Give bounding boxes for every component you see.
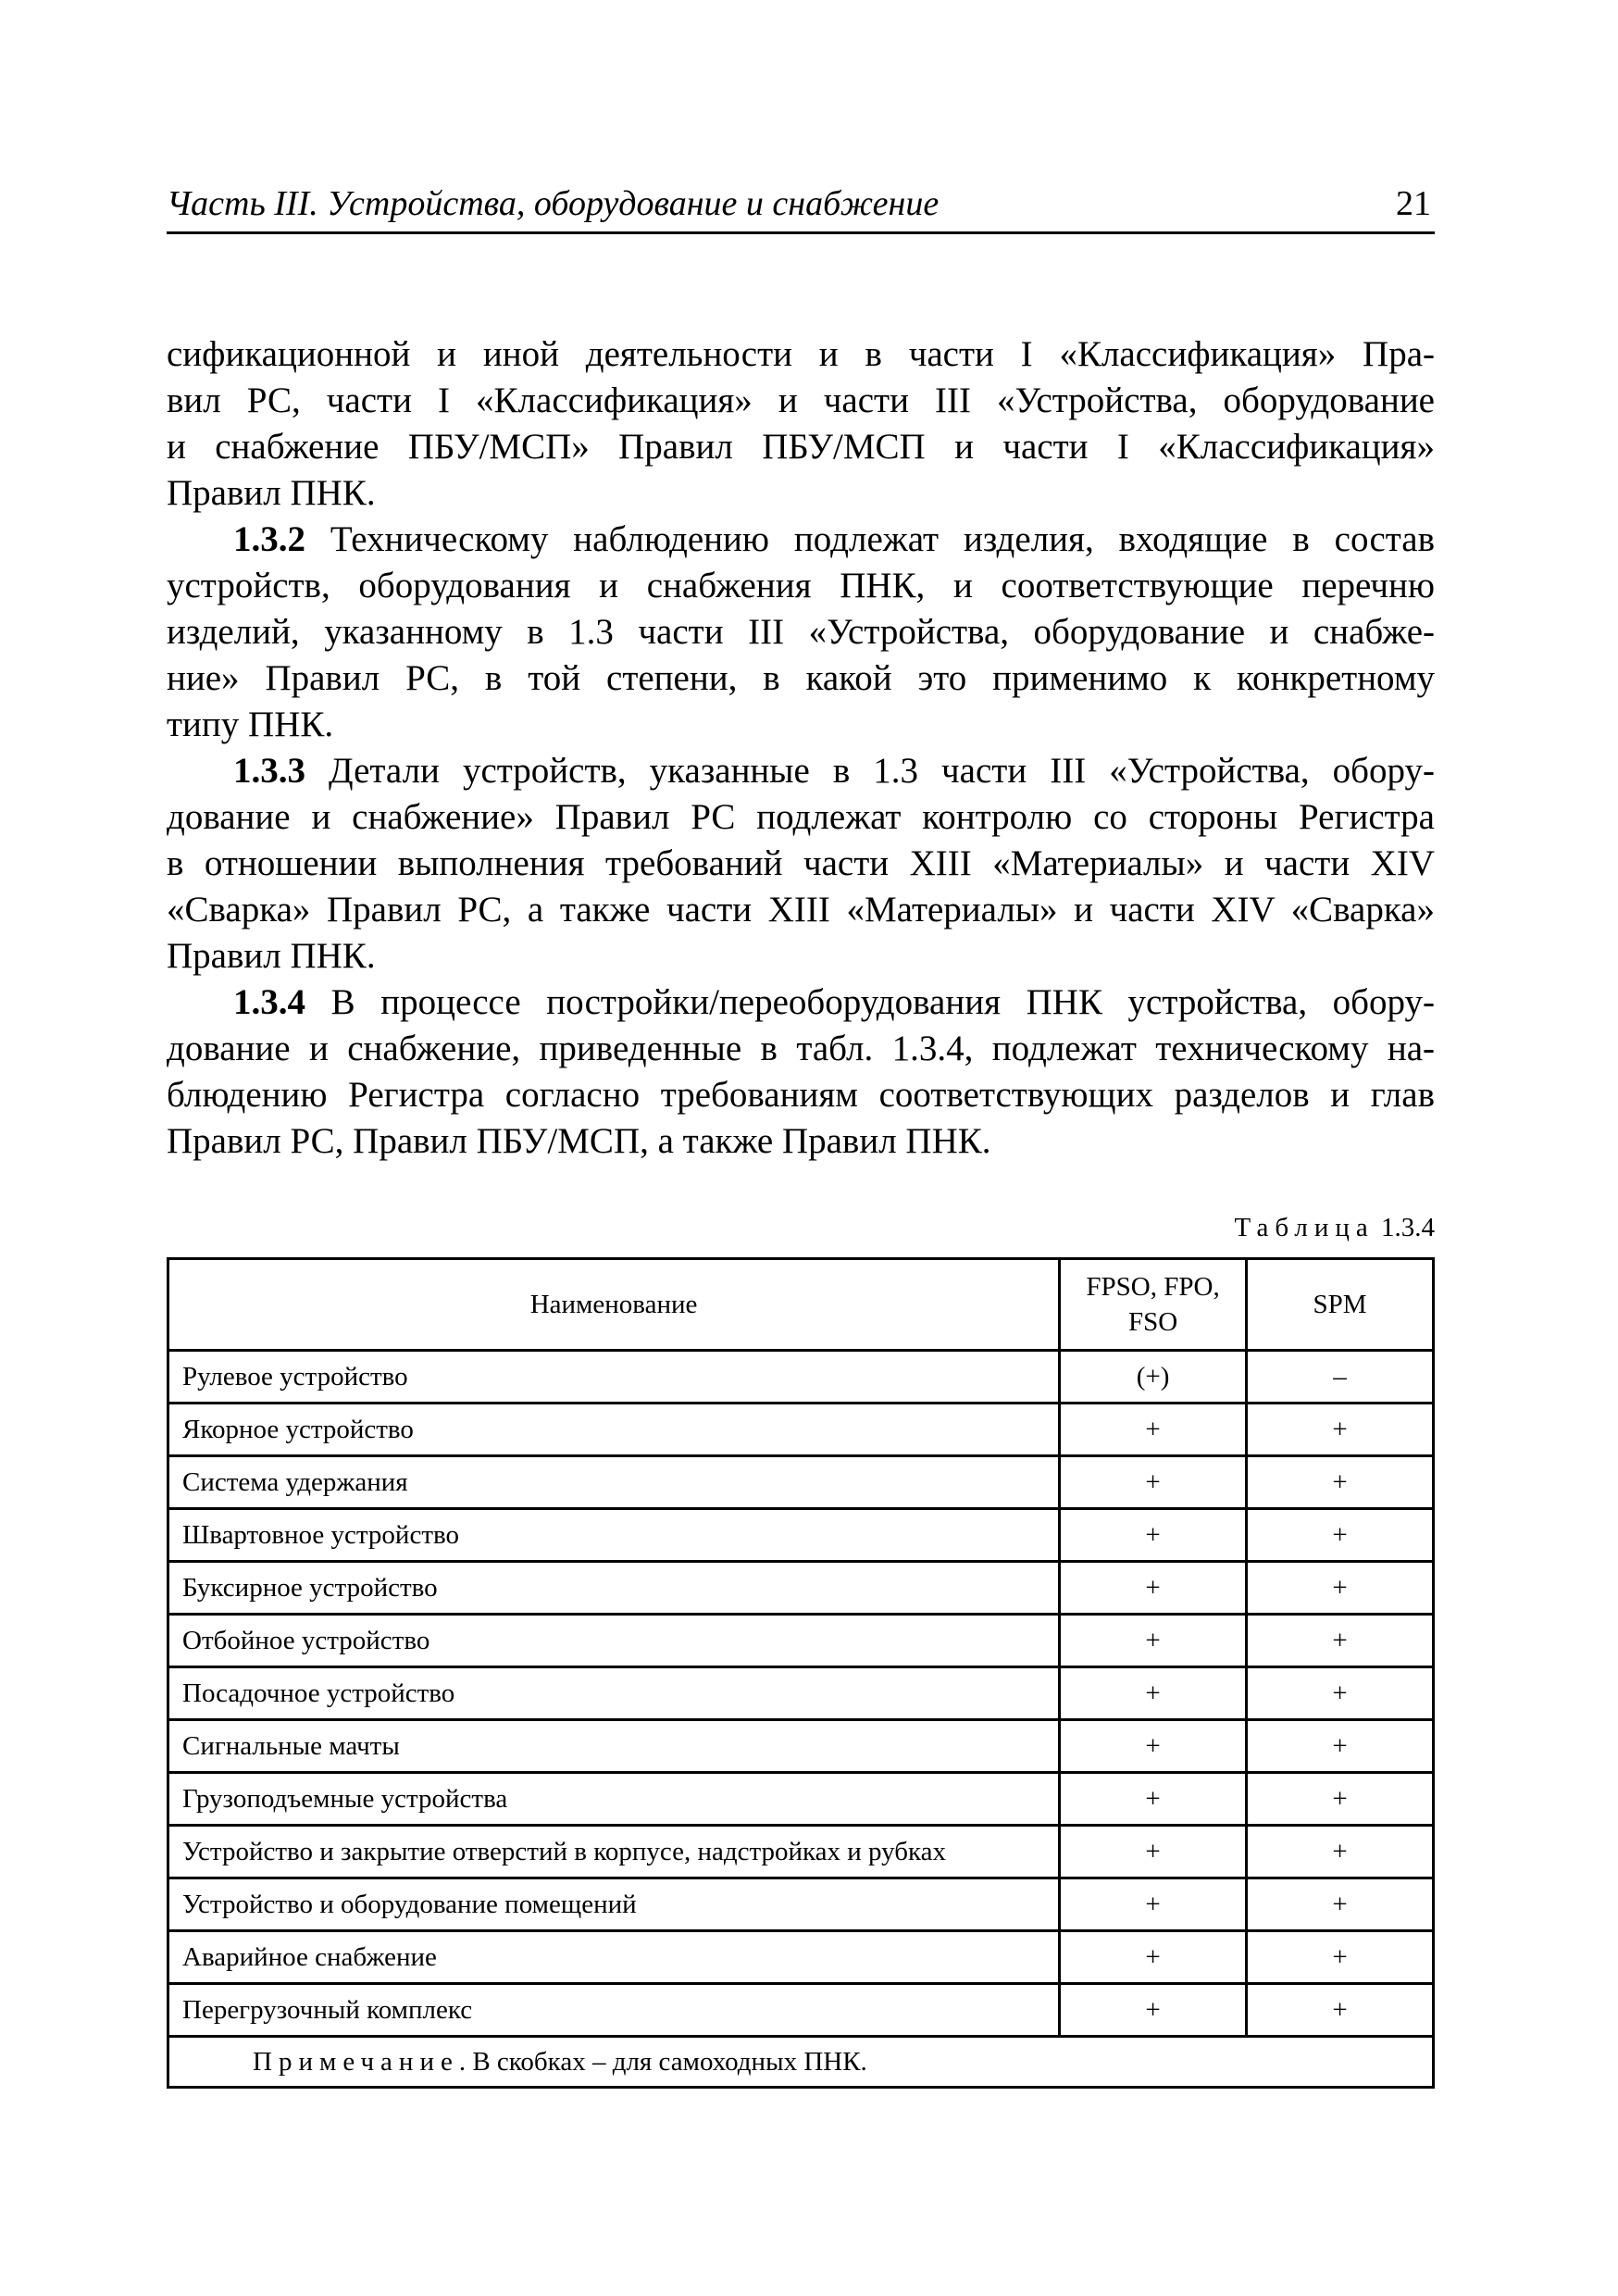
- row-name: Устройство и закрытие отверстий в корпусе, надстройках и рубках: [168, 1826, 1060, 1878]
- table-header-row: [168, 1259, 1434, 1351]
- text-line: «Сварка» Правил РС, а также части XIII «Материалы» и части XIV «Сварка»: [167, 890, 1435, 930]
- row-spm-mark: +: [1247, 1404, 1434, 1456]
- header-fpso: [1060, 1259, 1247, 1351]
- row-fpso-mark: +: [1060, 1878, 1247, 1931]
- text-line: Правил РС, Правил ПБУ/МСП, а также Правил ПНК.: [167, 1121, 991, 1161]
- row-fpso-mark: +: [1060, 1404, 1247, 1456]
- text-line: в отношении выполнения требований части XIII «Материалы» и части XIV: [167, 843, 1435, 883]
- table-row: [168, 1404, 1434, 1456]
- table-caption-word: Таблица: [1234, 1213, 1375, 1242]
- clause-number: 1.3.4: [233, 982, 305, 1022]
- row-fpso-mark: +: [1060, 1984, 1247, 2037]
- table-note-text: . В скобках – для самоходных ПНК.: [458, 2046, 867, 2077]
- page-number: 21: [1396, 184, 1431, 223]
- row-spm-mark: +: [1247, 1562, 1434, 1615]
- row-fpso-mark: +: [1060, 1931, 1247, 1984]
- clause-text: Техническому наблюдению подлежат изделия, входящие в состав: [305, 519, 1435, 559]
- paragraph-1-3-2: [167, 517, 1435, 748]
- row-spm-mark: +: [1247, 1720, 1434, 1773]
- clause-number: 1.3.3: [233, 751, 305, 791]
- paragraph-1-3-3: [167, 748, 1435, 980]
- row-spm-mark: +: [1247, 1773, 1434, 1826]
- row-name: Швартовное устройство: [168, 1509, 1060, 1562]
- row-name: Грузоподъемные устройства: [168, 1773, 1060, 1826]
- text-line: [167, 517, 1435, 563]
- row-name: Отбойное устройство: [168, 1615, 1060, 1667]
- text-line: Правил ПНК.: [167, 473, 376, 513]
- header-name: Наименование: [168, 1259, 1060, 1351]
- running-header-title: Часть III. Устройства, оборудование и снабжение: [167, 184, 940, 223]
- text-line: ние» Правил РС, в той степени, в какой это применимо к конкретному: [167, 658, 1435, 698]
- row-spm-mark: +: [1247, 1615, 1434, 1667]
- row-spm-mark: +: [1247, 1456, 1434, 1509]
- row-fpso-mark: +: [1060, 1720, 1247, 1773]
- paragraph-continuation: [167, 331, 1435, 517]
- row-fpso-mark: (+): [1060, 1351, 1247, 1404]
- clause-text: В процессе постройки/переоборудования ПНК устройства, обору-: [305, 982, 1435, 1022]
- paragraph-1-3-4: [167, 980, 1435, 1165]
- table-row: [168, 1351, 1434, 1404]
- text-line: и снабжение ПБУ/МСП» Правил ПБУ/МСП и части I «Классификация»: [167, 427, 1435, 467]
- row-spm-mark: +: [1247, 1878, 1434, 1931]
- row-name: Рулевое устройство: [168, 1351, 1060, 1404]
- text-line: дование и снабжение» Правил РС подлежат контролю со стороны Регистра: [167, 797, 1435, 837]
- row-fpso-mark: +: [1060, 1509, 1247, 1562]
- row-fpso-mark: +: [1060, 1615, 1247, 1667]
- running-header: [167, 176, 1435, 234]
- row-spm-mark: +: [1247, 1509, 1434, 1562]
- row-spm-mark: +: [1247, 1931, 1434, 1984]
- table-row: [168, 1984, 1434, 2037]
- row-name: Устройство и оборудование помещений: [168, 1878, 1060, 1931]
- text-line: вил РС, части I «Классификация» и части III «Устройства, оборудование: [167, 381, 1435, 420]
- table-row: [168, 1615, 1434, 1667]
- row-name: Якорное устройство: [168, 1404, 1060, 1456]
- row-fpso-mark: +: [1060, 1773, 1247, 1826]
- row-name: Сигнальные мачты: [168, 1720, 1060, 1773]
- body-text: [167, 331, 1435, 1165]
- table-row: [168, 1878, 1434, 1931]
- clause-text: Детали устройств, указанные в 1.3 части III «Устройства, обору-: [305, 751, 1435, 791]
- text-line: типу ПНК.: [167, 705, 334, 744]
- table-row: [168, 1667, 1434, 1720]
- table-row: [168, 1720, 1434, 1773]
- table-row: [168, 1456, 1434, 1509]
- clause-number: 1.3.2: [233, 519, 305, 559]
- row-spm-mark: –: [1247, 1351, 1434, 1404]
- row-fpso-mark: +: [1060, 1826, 1247, 1878]
- header-fpso-line2: FSO: [1127, 1307, 1178, 1337]
- header-fpso-line1: FPSO, FPO,: [1086, 1272, 1220, 1302]
- table-caption-number: 1.3.4: [1381, 1213, 1435, 1242]
- row-name: Перегрузочный комплекс: [168, 1984, 1060, 2037]
- equipment-table: [167, 1257, 1435, 2089]
- row-spm-mark: +: [1247, 1667, 1434, 1720]
- table-row: [168, 1826, 1434, 1878]
- table-row: [168, 1931, 1434, 1984]
- text-line: [167, 748, 1435, 794]
- row-fpso-mark: +: [1060, 1562, 1247, 1615]
- row-name: Система удержания: [168, 1456, 1060, 1509]
- table-note-row: [168, 2037, 1434, 2088]
- text-line: изделий, указанному в 1.3 части III «Устройства, оборудование и снабже-: [167, 612, 1435, 652]
- row-name: Аварийное снабжение: [168, 1931, 1060, 1984]
- text-line: блюдению Регистра согласно требованиям соответствующих разделов и глав: [167, 1075, 1435, 1115]
- text-line: Правил ПНК.: [167, 936, 376, 976]
- header-spm: SPM: [1247, 1259, 1434, 1351]
- row-fpso-mark: +: [1060, 1456, 1247, 1509]
- text-line: дование и снабжение, приведенные в табл. 1.3.4, подлежат техническому на-: [167, 1029, 1435, 1068]
- table-note: [168, 2037, 1434, 2088]
- text-line: [167, 980, 1435, 1026]
- row-spm-mark: +: [1247, 1826, 1434, 1878]
- text-line: сификационной и иной деятельности и в части I «Классификация» Пра-: [167, 334, 1435, 374]
- table-caption: [1234, 1213, 1435, 1243]
- row-spm-mark: +: [1247, 1984, 1434, 2037]
- table-note-label: Примечание: [253, 2046, 459, 2077]
- table-row: [168, 1509, 1434, 1562]
- row-name: Посадочное устройство: [168, 1667, 1060, 1720]
- row-name: Буксирное устройство: [168, 1562, 1060, 1615]
- table-row: [168, 1562, 1434, 1615]
- row-fpso-mark: +: [1060, 1667, 1247, 1720]
- text-line: устройств, оборудования и снабжения ПНК, и соответствующие перечню: [167, 566, 1435, 605]
- table-row: [168, 1773, 1434, 1826]
